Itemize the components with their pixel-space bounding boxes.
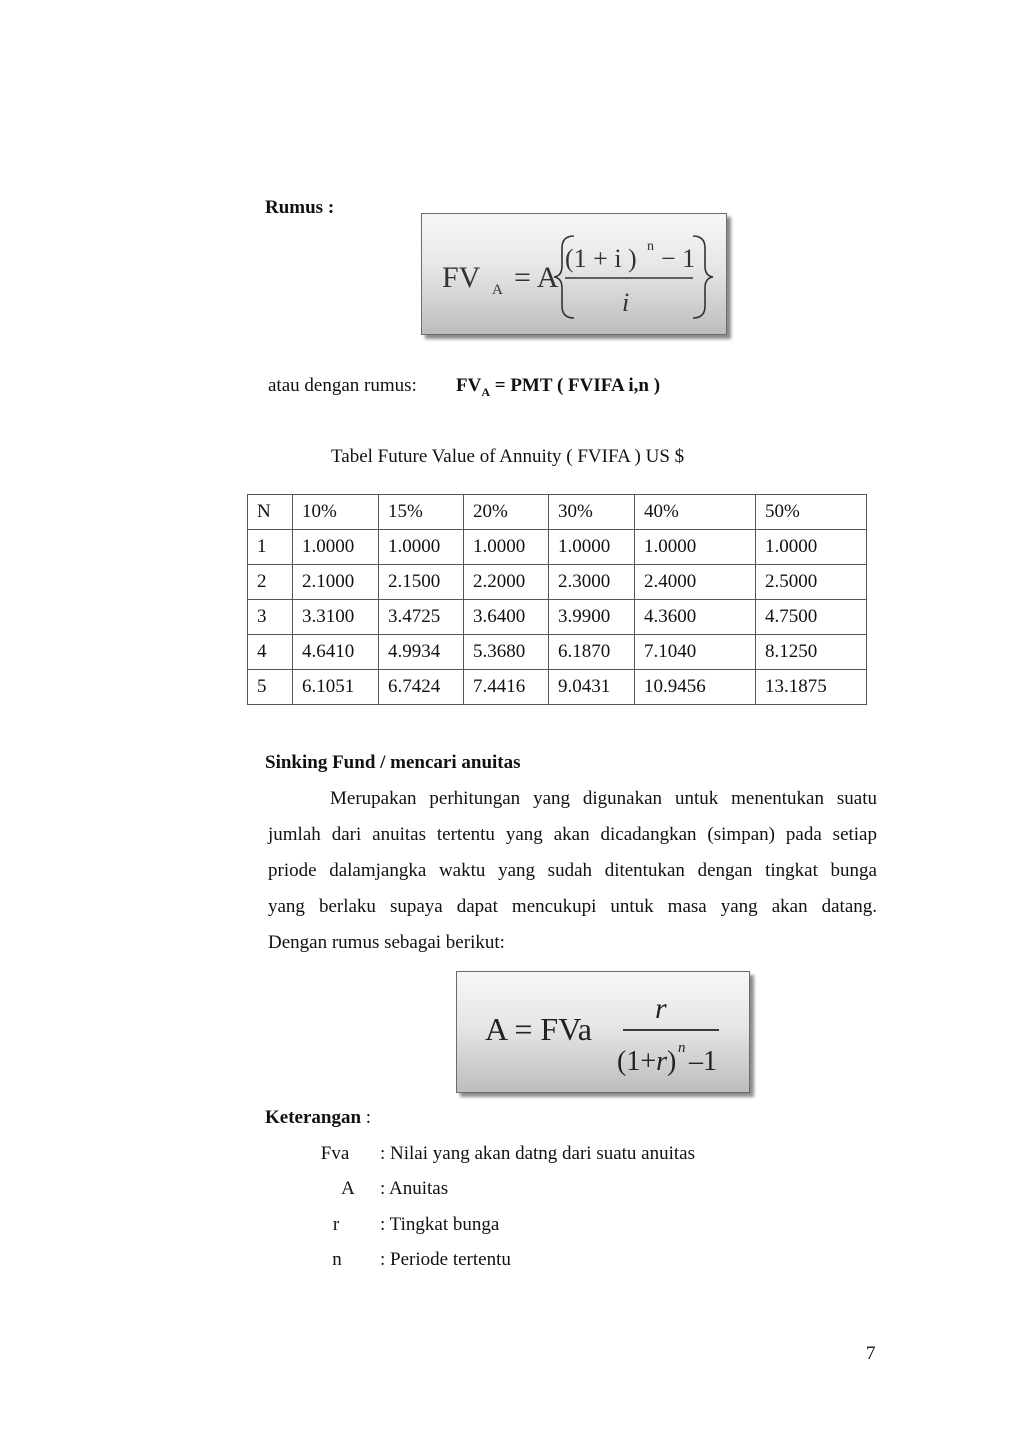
legend-symbol: r (332, 1214, 340, 1235)
legend-symbol: n (332, 1249, 342, 1270)
table-cell: 1.0000 (549, 530, 635, 565)
table-row (248, 670, 867, 705)
table-cell: 9.0431 (549, 670, 635, 705)
table-cell: 1.0000 (464, 530, 549, 565)
table-cell: 3.6400 (464, 600, 549, 635)
table-cell: 3 (248, 600, 293, 635)
legend-description: : Nilai yang akan datng dari suatu anuitas (380, 1143, 695, 1164)
paragraph-line: priode dalamjangka waktu yang sudah ditentukan dengan tingkat bunga (268, 860, 877, 881)
paragraph-line: Dengan rumus sebagai berikut: (268, 932, 505, 953)
formula1-eq: = A (514, 261, 559, 294)
table-header-cell: N (248, 495, 293, 530)
table-cell: 4.6410 (293, 635, 379, 670)
formula2-lhs: A = FVa (485, 1011, 592, 1047)
table-cell: 3.4725 (379, 600, 464, 635)
fvifa-table (247, 494, 867, 705)
table-cell: 3.3100 (293, 600, 379, 635)
alt-formula-prefix: atau dengan rumus: (268, 375, 417, 396)
formula2-numerator: r (655, 992, 667, 1025)
table-cell: 1.0000 (379, 530, 464, 565)
legend-symbol: A (341, 1178, 355, 1199)
legend-description: : Anuitas (380, 1178, 449, 1199)
legend-description: : Periode tertentu (380, 1249, 511, 1270)
keterangan-heading (265, 1106, 371, 1130)
table-cell: 10.9456 (635, 670, 756, 705)
paragraph-line: Merupakan perhitungan yang digunakan untuk menentukan suatu (330, 788, 877, 809)
table-cell: 1.0000 (756, 530, 867, 565)
table-cell: 7.1040 (635, 635, 756, 670)
table-cell: 2.3000 (549, 565, 635, 600)
table-cell: 4.7500 (756, 600, 867, 635)
sinking-fund-paragraph (268, 781, 877, 961)
rumus-label: Rumus : (265, 197, 335, 218)
formula1-denominator: i (622, 288, 630, 317)
table-row (248, 635, 867, 670)
formula1-exponent: n (647, 239, 654, 254)
alt-formula-rest: = PMT ( FVIFA i,n ) (490, 375, 661, 396)
table-cell: 5 (248, 670, 293, 705)
table-cell: 6.1870 (549, 635, 635, 670)
table-header-cell: 50% (756, 495, 867, 530)
table-cell: 2 (248, 565, 293, 600)
table-cell: 5.3680 (464, 635, 549, 670)
alt-formula (456, 374, 660, 404)
formula1-lhs-sub: A (492, 282, 503, 298)
table-cell: 3.9900 (549, 600, 635, 635)
table-cell: 13.1875 (756, 670, 867, 705)
formula1-numerator: (1 + i ) (565, 244, 637, 273)
formula2-denominator-tail: –1 (689, 1046, 717, 1077)
table-header-cell: 15% (379, 495, 464, 530)
formula-anuitas (457, 972, 751, 1094)
table-row (248, 530, 867, 565)
table-cell: 1.0000 (635, 530, 756, 565)
formula2-exponent: n (678, 1040, 686, 1056)
formula1-lhs: FV (442, 261, 481, 294)
table-row (248, 565, 867, 600)
table-cell: 4 (248, 635, 293, 670)
table-caption: Tabel Future Value of Annuity ( FVIFA ) US $ (331, 446, 685, 467)
table-cell: 4.9934 (379, 635, 464, 670)
table-cell: 2.4000 (635, 565, 756, 600)
sinking-fund-heading: Sinking Fund / mencari anuitas (265, 752, 521, 773)
table-cell: 8.1250 (756, 635, 867, 670)
table-header-cell: 30% (549, 495, 635, 530)
paragraph-line: yang berlaku supaya dapat mencukupi untuk masa yang akan datang. (268, 896, 877, 917)
table-cell: 1 (248, 530, 293, 565)
table-header-row (248, 495, 867, 530)
table-cell: 2.1500 (379, 565, 464, 600)
fvifa-table-body (248, 495, 867, 705)
table-cell: 7.4416 (464, 670, 549, 705)
keterangan-colon: : (361, 1107, 372, 1128)
legend-symbol: Fva (320, 1143, 350, 1164)
alt-formula-fv: FV (456, 375, 482, 396)
table-cell: 6.7424 (379, 670, 464, 705)
table-header-cell: 20% (464, 495, 549, 530)
legend-description: : Tingkat bunga (380, 1214, 500, 1235)
formula2-denominator: (1+r) (617, 1046, 677, 1077)
table-cell: 2.2000 (464, 565, 549, 600)
formula-fva-box (421, 213, 727, 335)
page-number: 7 (866, 1343, 876, 1364)
formula-anuitas-box (456, 971, 750, 1093)
table-cell: 2.1000 (293, 565, 379, 600)
alt-formula-sub: A (481, 384, 490, 399)
keterangan-label: Keterangan (265, 1107, 362, 1128)
table-cell: 4.3600 (635, 600, 756, 635)
table-cell: 6.1051 (293, 670, 379, 705)
table-row (248, 600, 867, 635)
formula-fva (422, 214, 728, 336)
table-header-cell: 10% (293, 495, 379, 530)
formula1-numerator-tail: − 1 (661, 244, 696, 273)
table-cell: 2.5000 (756, 565, 867, 600)
table-cell: 1.0000 (293, 530, 379, 565)
paragraph-line: jumlah dari anuitas tertentu yang akan dicadangkan (simpan) pada setiap (268, 824, 877, 845)
right-brace (693, 236, 713, 318)
table-header-cell: 40% (635, 495, 756, 530)
